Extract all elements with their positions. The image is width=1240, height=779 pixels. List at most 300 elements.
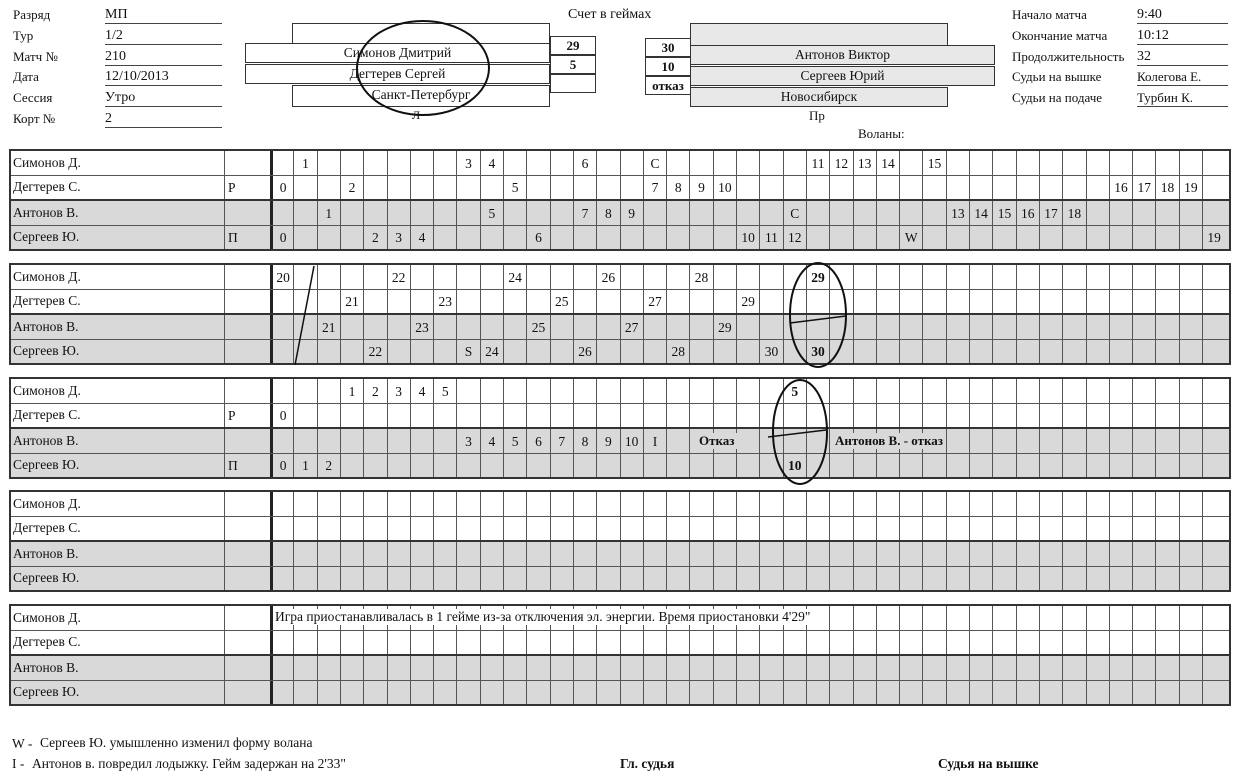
score-cell[interactable] (689, 315, 712, 339)
score-cell[interactable] (480, 315, 503, 339)
score-cell[interactable] (643, 403, 666, 427)
score-cell[interactable] (1132, 201, 1155, 225)
score-cell[interactable] (876, 175, 899, 199)
score-cell[interactable] (759, 289, 782, 313)
score-cell[interactable] (1202, 680, 1225, 704)
score-cell[interactable] (643, 201, 666, 225)
score-cell[interactable] (1132, 429, 1155, 453)
score-cell[interactable] (643, 542, 666, 566)
score-cell[interactable] (992, 453, 1015, 477)
score-cell[interactable] (410, 175, 433, 199)
score-cell[interactable] (526, 542, 549, 566)
score-cell[interactable]: 20 (270, 265, 293, 289)
score-cell[interactable] (992, 516, 1015, 540)
score-cell[interactable] (456, 566, 479, 590)
score-cell[interactable] (1086, 265, 1109, 289)
score-cell[interactable]: 3 (387, 379, 410, 403)
score-cell[interactable]: 24 (503, 265, 526, 289)
score-cell[interactable] (596, 225, 619, 249)
score-cell[interactable]: 0 (270, 175, 293, 199)
score-cell[interactable] (1132, 680, 1155, 704)
score-cell[interactable] (596, 289, 619, 313)
score-cell[interactable] (876, 201, 899, 225)
score-cell[interactable] (899, 453, 922, 477)
score-cell[interactable] (503, 630, 526, 654)
score-cell[interactable] (876, 453, 899, 477)
score-cell[interactable] (526, 265, 549, 289)
score-cell[interactable] (969, 265, 992, 289)
score-cell[interactable] (480, 656, 503, 680)
score-cell[interactable] (643, 492, 666, 516)
score-cell[interactable] (922, 542, 945, 566)
score-cell[interactable]: 9 (689, 175, 712, 199)
score-cell[interactable] (526, 566, 549, 590)
score-cell[interactable] (922, 516, 945, 540)
score-cell[interactable] (620, 656, 643, 680)
score-cell[interactable] (899, 566, 922, 590)
score-cell[interactable] (946, 315, 969, 339)
score-cell[interactable]: 5 (433, 379, 456, 403)
score-cell[interactable]: 14 (969, 201, 992, 225)
score-cell[interactable] (1016, 403, 1039, 427)
score-cell[interactable]: 25 (526, 315, 549, 339)
score-cell[interactable] (1086, 492, 1109, 516)
score-cell[interactable] (456, 656, 479, 680)
score-cell[interactable] (503, 403, 526, 427)
score-cell[interactable] (759, 151, 782, 175)
score-cell[interactable] (293, 566, 316, 590)
score-cell[interactable] (550, 516, 573, 540)
score-cell[interactable] (899, 315, 922, 339)
score-cell[interactable] (573, 175, 596, 199)
score-cell[interactable] (899, 175, 922, 199)
score-cell[interactable] (270, 492, 293, 516)
score-cell[interactable] (759, 201, 782, 225)
score-cell[interactable] (1039, 630, 1062, 654)
score-cell[interactable] (899, 151, 922, 175)
score-cell[interactable] (1179, 606, 1202, 630)
score-cell[interactable] (783, 492, 806, 516)
score-cell[interactable] (992, 225, 1015, 249)
score-cell[interactable]: 3 (387, 225, 410, 249)
score-cell[interactable] (969, 289, 992, 313)
score-cell[interactable] (620, 403, 643, 427)
score-cell[interactable] (1132, 379, 1155, 403)
score-cell[interactable] (899, 201, 922, 225)
score-cell[interactable] (806, 516, 829, 540)
score-cell[interactable] (713, 542, 736, 566)
score-cell[interactable] (806, 542, 829, 566)
score-cell[interactable] (736, 315, 759, 339)
score-cell[interactable]: 14 (876, 151, 899, 175)
score-cell[interactable] (666, 265, 689, 289)
score-cell[interactable] (456, 265, 479, 289)
score-cell[interactable] (1179, 542, 1202, 566)
score-cell[interactable] (1132, 339, 1155, 363)
score-cell[interactable]: 2 (363, 379, 386, 403)
score-cell[interactable] (946, 225, 969, 249)
score-cell[interactable] (922, 225, 945, 249)
score-cell[interactable] (1179, 680, 1202, 704)
score-cell[interactable] (1062, 175, 1085, 199)
score-cell[interactable] (480, 542, 503, 566)
score-cell[interactable] (340, 201, 363, 225)
score-cell[interactable] (1202, 453, 1225, 477)
score-cell[interactable]: 2 (363, 225, 386, 249)
score-cell[interactable] (1016, 289, 1039, 313)
score-cell[interactable] (503, 151, 526, 175)
score-cell[interactable] (573, 289, 596, 313)
score-cell[interactable]: 8 (596, 201, 619, 225)
score-cell[interactable] (410, 680, 433, 704)
score-cell[interactable]: 12 (829, 151, 852, 175)
score-cell[interactable]: 11 (759, 225, 782, 249)
score-cell[interactable] (1109, 403, 1132, 427)
score-cell[interactable] (503, 379, 526, 403)
score-cell[interactable] (573, 630, 596, 654)
score-cell[interactable] (806, 175, 829, 199)
score-cell[interactable] (1062, 566, 1085, 590)
score-cell[interactable] (713, 566, 736, 590)
score-cell[interactable] (620, 379, 643, 403)
score-cell[interactable] (1132, 630, 1155, 654)
score-cell[interactable] (410, 542, 433, 566)
score-cell[interactable] (317, 151, 340, 175)
score-cell[interactable] (293, 225, 316, 249)
score-cell[interactable]: 4 (410, 379, 433, 403)
score-cell[interactable] (363, 403, 386, 427)
score-cell[interactable] (1016, 339, 1039, 363)
score-cell[interactable] (1086, 453, 1109, 477)
score-cell[interactable] (1132, 265, 1155, 289)
score-cell[interactable] (550, 315, 573, 339)
score-cell[interactable]: 6 (526, 429, 549, 453)
score-cell[interactable] (992, 630, 1015, 654)
score-cell[interactable] (1109, 680, 1132, 704)
score-cell[interactable] (853, 315, 876, 339)
score-cell[interactable] (876, 379, 899, 403)
score-cell[interactable]: 3 (456, 151, 479, 175)
score-cell[interactable] (270, 630, 293, 654)
score-cell[interactable] (293, 175, 316, 199)
score-cell[interactable] (969, 542, 992, 566)
score-cell[interactable] (596, 315, 619, 339)
score-cell[interactable] (969, 151, 992, 175)
score-cell[interactable] (293, 403, 316, 427)
score-cell[interactable] (480, 175, 503, 199)
score-cell[interactable] (1039, 265, 1062, 289)
score-cell[interactable] (456, 201, 479, 225)
score-cell[interactable] (270, 656, 293, 680)
score-cell[interactable] (666, 680, 689, 704)
score-cell[interactable] (363, 175, 386, 199)
score-cell[interactable] (1086, 289, 1109, 313)
score-cell[interactable]: 11 (806, 151, 829, 175)
score-cell[interactable] (969, 315, 992, 339)
score-cell[interactable] (806, 379, 829, 403)
score-cell[interactable] (387, 151, 410, 175)
score-cell[interactable] (806, 492, 829, 516)
score-cell[interactable] (573, 403, 596, 427)
score-cell[interactable] (689, 151, 712, 175)
score-cell[interactable] (1086, 566, 1109, 590)
score-cell[interactable] (806, 201, 829, 225)
score-cell[interactable] (689, 680, 712, 704)
score-cell[interactable] (969, 516, 992, 540)
score-cell[interactable] (899, 630, 922, 654)
score-cell[interactable]: 22 (363, 339, 386, 363)
score-cell[interactable] (689, 566, 712, 590)
score-cell[interactable] (1132, 403, 1155, 427)
score-cell[interactable] (1179, 453, 1202, 477)
score-cell[interactable] (1039, 175, 1062, 199)
score-cell[interactable] (1109, 289, 1132, 313)
score-cell[interactable] (1016, 542, 1039, 566)
score-cell[interactable] (596, 630, 619, 654)
score-cell[interactable] (1109, 201, 1132, 225)
score-cell[interactable]: 1 (317, 201, 340, 225)
score-cell[interactable] (410, 656, 433, 680)
score-cell[interactable] (899, 289, 922, 313)
score-cell[interactable]: 25 (550, 289, 573, 313)
score-cell[interactable] (270, 289, 293, 313)
score-cell[interactable] (433, 339, 456, 363)
score-cell[interactable] (666, 403, 689, 427)
score-cell[interactable]: 18 (1062, 201, 1085, 225)
score-cell[interactable] (433, 630, 456, 654)
score-cell[interactable]: 12 (783, 225, 806, 249)
score-cell[interactable] (433, 542, 456, 566)
score-cell[interactable] (736, 175, 759, 199)
score-cell[interactable] (1062, 516, 1085, 540)
score-cell[interactable] (270, 201, 293, 225)
score-cell[interactable] (922, 201, 945, 225)
score-cell[interactable] (1155, 606, 1178, 630)
score-cell[interactable] (363, 201, 386, 225)
score-cell[interactable] (992, 542, 1015, 566)
score-cell[interactable] (853, 566, 876, 590)
score-cell[interactable] (759, 516, 782, 540)
score-cell[interactable]: 18 (1155, 175, 1178, 199)
score-cell[interactable] (853, 630, 876, 654)
score-cell[interactable] (829, 453, 852, 477)
score-cell[interactable] (480, 492, 503, 516)
score-cell[interactable] (433, 151, 456, 175)
score-cell[interactable] (340, 339, 363, 363)
score-cell[interactable]: 26 (596, 265, 619, 289)
score-cell[interactable] (876, 656, 899, 680)
score-cell[interactable] (1179, 492, 1202, 516)
score-cell[interactable] (550, 225, 573, 249)
score-cell[interactable]: 8 (573, 429, 596, 453)
score-cell[interactable] (1016, 225, 1039, 249)
score-cell[interactable] (643, 379, 666, 403)
score-cell[interactable] (387, 516, 410, 540)
score-cell[interactable] (946, 379, 969, 403)
score-cell[interactable] (1155, 289, 1178, 313)
score-cell[interactable] (526, 492, 549, 516)
score-cell[interactable] (759, 542, 782, 566)
score-cell[interactable] (433, 429, 456, 453)
score-cell[interactable] (876, 566, 899, 590)
score-cell[interactable] (829, 542, 852, 566)
score-cell[interactable] (1179, 656, 1202, 680)
score-cell[interactable] (829, 289, 852, 313)
score-cell[interactable] (433, 175, 456, 199)
score-cell[interactable] (456, 630, 479, 654)
score-cell[interactable] (340, 566, 363, 590)
score-cell[interactable] (736, 566, 759, 590)
score-cell[interactable] (270, 151, 293, 175)
score-cell[interactable] (340, 656, 363, 680)
score-cell[interactable] (270, 516, 293, 540)
score-cell[interactable] (759, 379, 782, 403)
score-cell[interactable] (876, 516, 899, 540)
score-cell[interactable] (806, 225, 829, 249)
score-cell[interactable] (899, 339, 922, 363)
score-cell[interactable] (736, 265, 759, 289)
score-cell[interactable] (666, 315, 689, 339)
score-cell[interactable] (853, 542, 876, 566)
score-cell[interactable] (410, 201, 433, 225)
score-cell[interactable] (1039, 429, 1062, 453)
score-cell[interactable] (1202, 339, 1225, 363)
score-cell[interactable] (317, 656, 340, 680)
score-cell[interactable] (1016, 151, 1039, 175)
score-cell[interactable] (969, 566, 992, 590)
score-cell[interactable] (456, 289, 479, 313)
score-cell[interactable] (666, 225, 689, 249)
score-cell[interactable] (363, 289, 386, 313)
score-cell[interactable] (596, 542, 619, 566)
score-cell[interactable] (317, 630, 340, 654)
score-cell[interactable]: 27 (643, 289, 666, 313)
score-cell[interactable] (410, 265, 433, 289)
score-cell[interactable] (526, 403, 549, 427)
score-cell[interactable] (643, 516, 666, 540)
score-cell[interactable] (1132, 566, 1155, 590)
score-cell[interactable] (1039, 606, 1062, 630)
score-cell[interactable] (387, 289, 410, 313)
score-cell[interactable] (480, 225, 503, 249)
score-cell[interactable] (620, 265, 643, 289)
score-cell[interactable] (853, 339, 876, 363)
score-cell[interactable]: 15 (922, 151, 945, 175)
score-cell[interactable] (736, 656, 759, 680)
score-cell[interactable] (1109, 429, 1132, 453)
score-cell[interactable] (410, 339, 433, 363)
score-cell[interactable] (1155, 630, 1178, 654)
score-cell[interactable] (456, 403, 479, 427)
score-cell[interactable] (363, 680, 386, 704)
score-cell[interactable] (1109, 492, 1132, 516)
score-cell[interactable]: 7 (550, 429, 573, 453)
score-cell[interactable] (1202, 201, 1225, 225)
score-cell[interactable] (387, 656, 410, 680)
score-cell[interactable]: 1 (293, 453, 316, 477)
score-cell[interactable] (922, 403, 945, 427)
score-cell[interactable] (550, 630, 573, 654)
score-cell[interactable] (992, 566, 1015, 590)
score-cell[interactable] (946, 542, 969, 566)
score-cell[interactable] (1155, 403, 1178, 427)
score-cell[interactable] (899, 542, 922, 566)
score-cell[interactable] (1155, 225, 1178, 249)
score-cell[interactable] (1109, 453, 1132, 477)
score-cell[interactable] (783, 265, 806, 289)
score-cell[interactable] (503, 656, 526, 680)
score-cell[interactable] (1109, 566, 1132, 590)
score-cell[interactable]: 10 (620, 429, 643, 453)
score-cell[interactable] (573, 265, 596, 289)
score-cell[interactable] (573, 379, 596, 403)
score-cell[interactable] (573, 566, 596, 590)
score-cell[interactable]: 30 (759, 339, 782, 363)
score-cell[interactable] (666, 516, 689, 540)
score-cell[interactable] (480, 566, 503, 590)
score-cell[interactable] (573, 225, 596, 249)
score-cell[interactable]: W (899, 225, 922, 249)
score-cell[interactable] (1039, 151, 1062, 175)
score-cell[interactable] (526, 379, 549, 403)
score-cell[interactable] (596, 403, 619, 427)
score-cell[interactable] (992, 315, 1015, 339)
score-cell[interactable]: 22 (387, 265, 410, 289)
score-cell[interactable] (340, 403, 363, 427)
score-cell[interactable] (503, 680, 526, 704)
score-cell[interactable] (806, 656, 829, 680)
score-cell[interactable] (596, 379, 619, 403)
score-cell[interactable] (1109, 542, 1132, 566)
score-cell[interactable] (1039, 680, 1062, 704)
score-cell[interactable] (1062, 379, 1085, 403)
score-cell[interactable] (783, 566, 806, 590)
score-cell[interactable] (340, 151, 363, 175)
score-cell[interactable] (1132, 492, 1155, 516)
score-cell[interactable] (713, 680, 736, 704)
score-cell[interactable] (829, 606, 852, 630)
score-cell[interactable]: 7 (573, 201, 596, 225)
score-cell[interactable] (293, 656, 316, 680)
score-cell[interactable] (876, 339, 899, 363)
score-cell[interactable] (620, 225, 643, 249)
score-cell[interactable] (1086, 339, 1109, 363)
score-cell[interactable] (1016, 680, 1039, 704)
score-cell[interactable] (1179, 566, 1202, 590)
score-cell[interactable] (1062, 429, 1085, 453)
score-cell[interactable] (783, 516, 806, 540)
score-cell[interactable] (946, 680, 969, 704)
score-cell[interactable]: 17 (1132, 175, 1155, 199)
score-cell[interactable] (1086, 379, 1109, 403)
score-cell[interactable] (1202, 492, 1225, 516)
score-cell[interactable] (759, 453, 782, 477)
score-cell[interactable]: 10 (713, 175, 736, 199)
score-cell[interactable] (620, 175, 643, 199)
score-cell[interactable] (433, 403, 456, 427)
score-cell[interactable] (876, 225, 899, 249)
score-cell[interactable] (759, 315, 782, 339)
score-cell[interactable] (759, 265, 782, 289)
score-cell[interactable] (759, 175, 782, 199)
score-cell[interactable] (736, 630, 759, 654)
score-cell[interactable] (666, 566, 689, 590)
score-cell[interactable] (1016, 566, 1039, 590)
score-cell[interactable] (1039, 453, 1062, 477)
score-cell[interactable] (736, 680, 759, 704)
score-cell[interactable] (503, 492, 526, 516)
score-cell[interactable]: 10 (736, 225, 759, 249)
